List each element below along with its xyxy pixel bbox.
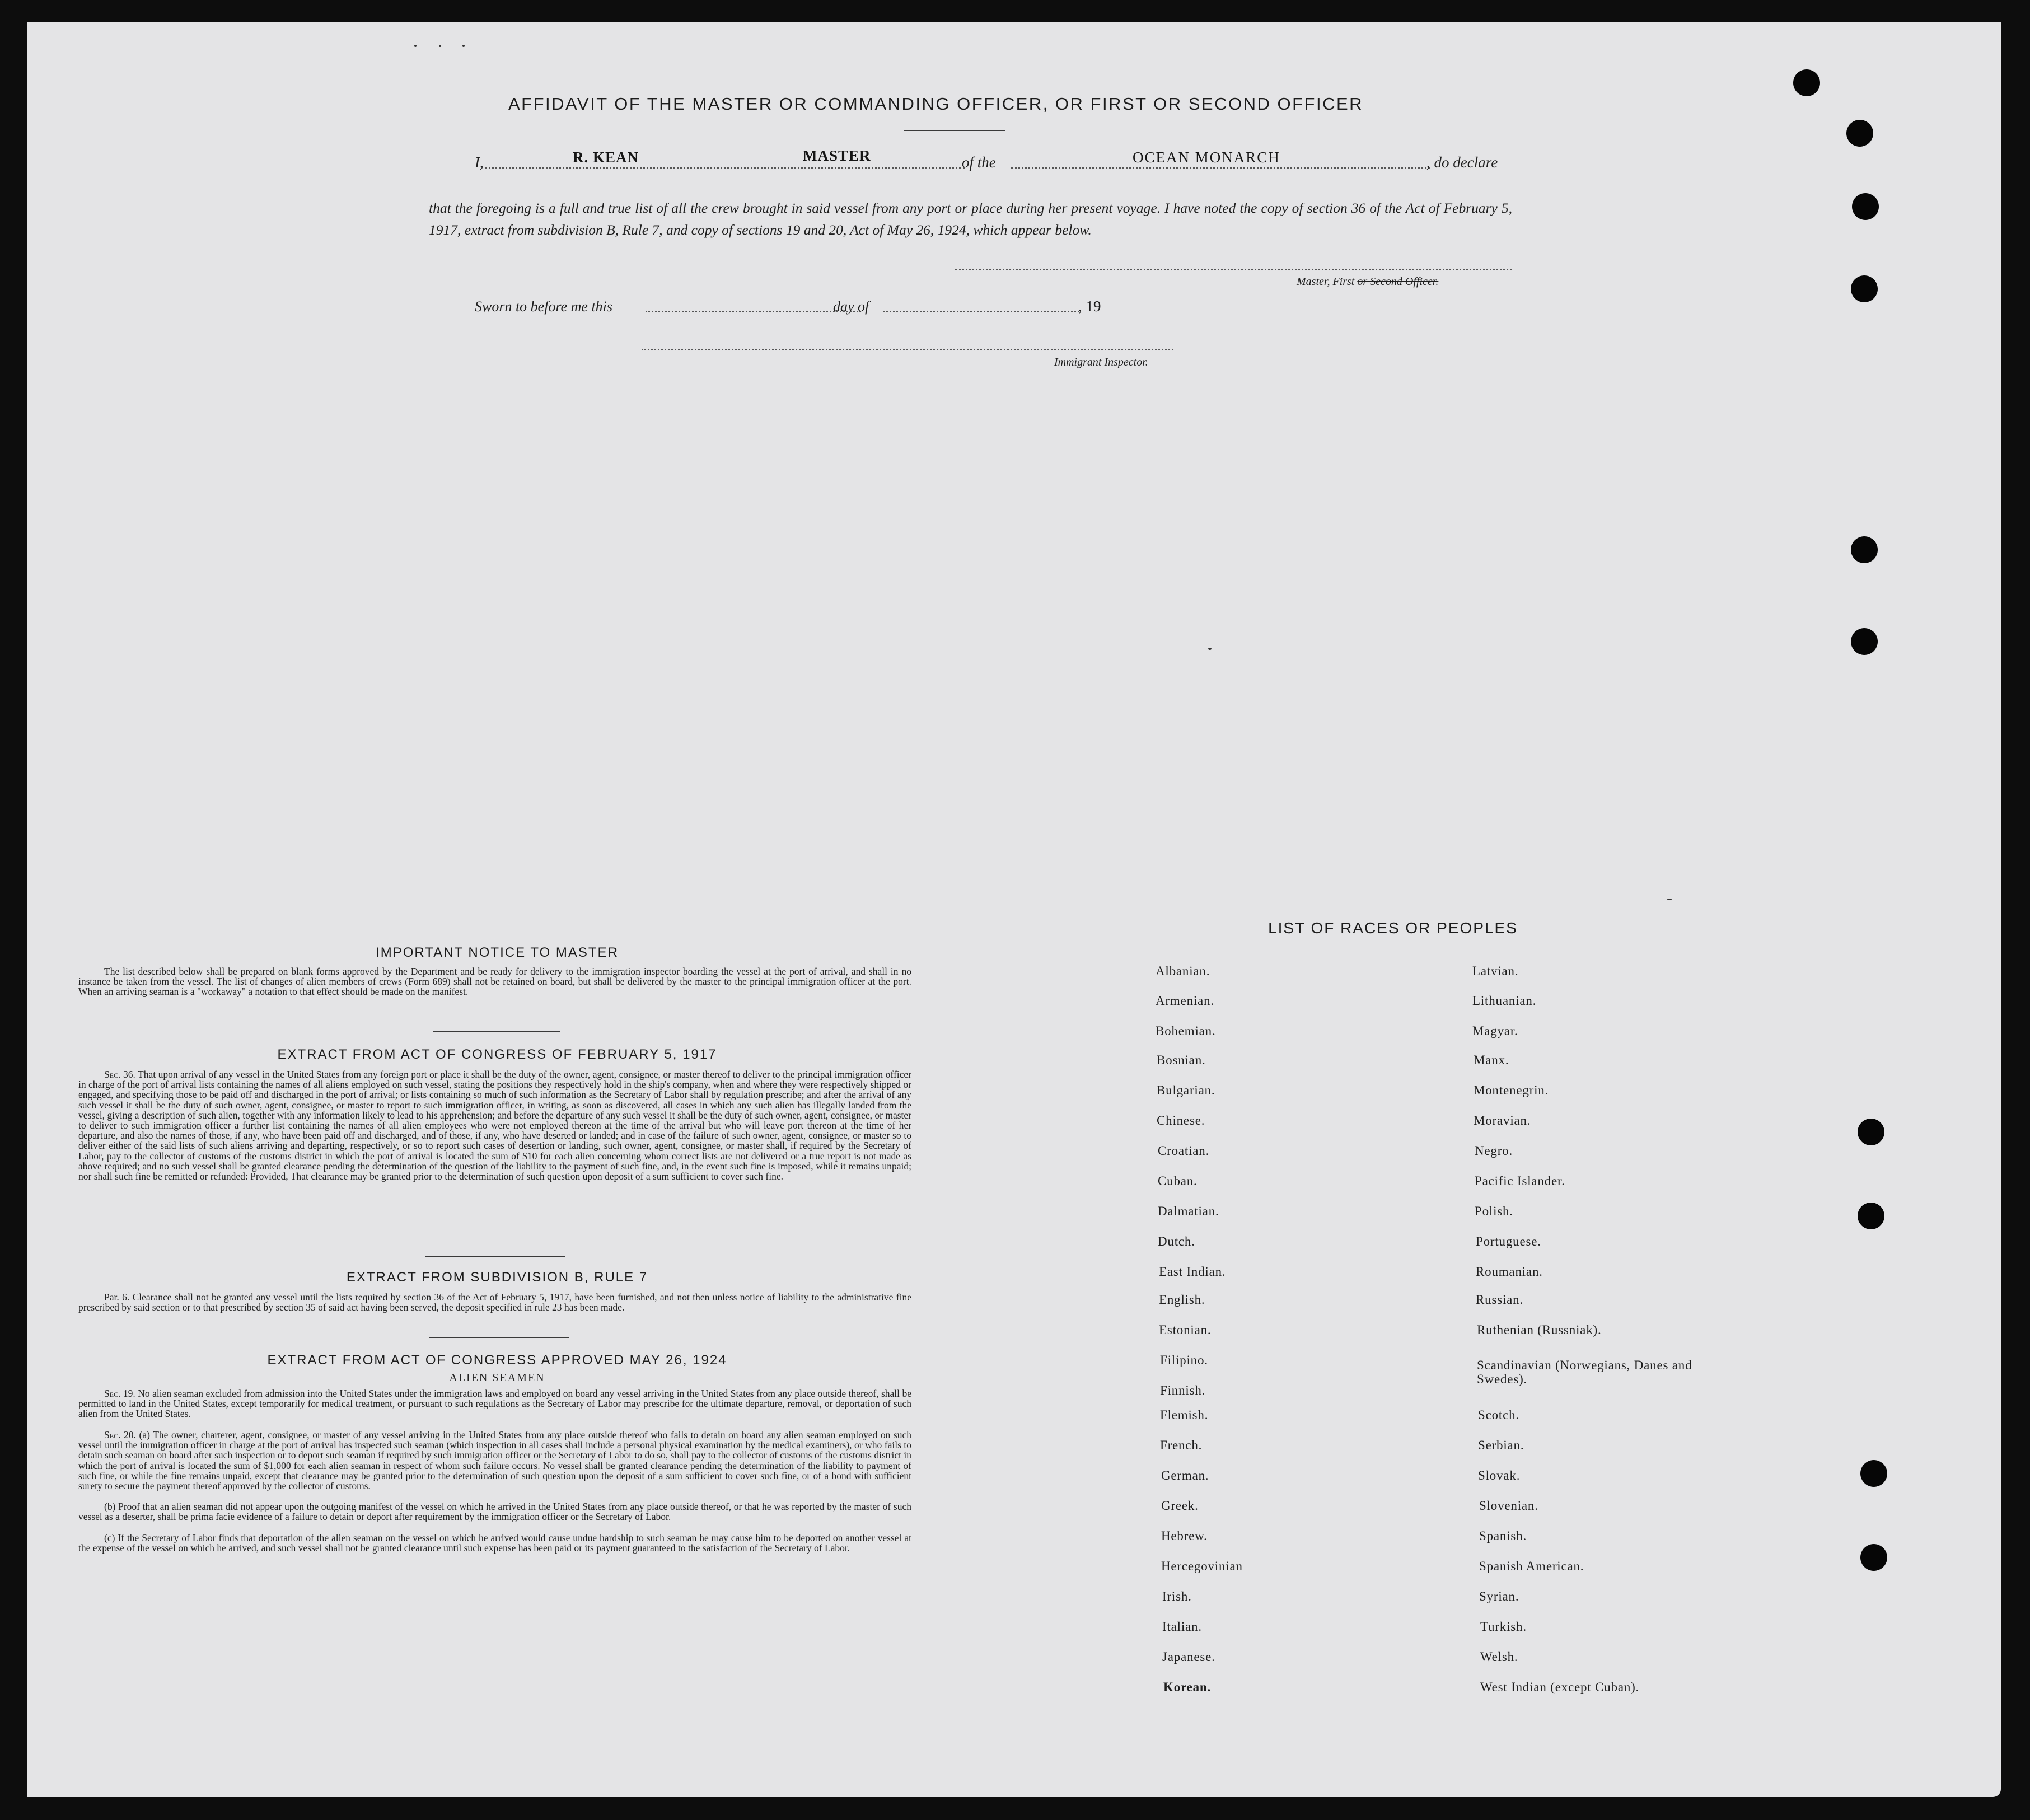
race-right: Pacific Islander.: [1475, 1174, 1565, 1188]
year-prefix: , 19: [1078, 298, 1101, 315]
name-line: [485, 167, 965, 169]
punch-hole: [1846, 120, 1873, 147]
sworn-label: Sworn to before me this: [475, 298, 613, 315]
race-right: Negro.: [1475, 1144, 1513, 1158]
race-left: English.: [1159, 1293, 1205, 1307]
section-19-text: [78, 1388, 911, 1419]
race-right: Magyar.: [1472, 1024, 1518, 1038]
section-20c-text: (c) If the Secretary of Labor finds that deportation of the alien seaman on the vessel on which he arrived would cause undue hardship to such seaman he may cause him to be deported on another vessel at the expense of the vessel on which he arrived, and such vessel shall not be granted clearance until such expense has been paid or its payment guaranteed to the satisfaction of the Secretary of Labor.: [78, 1532, 911, 1554]
day-of-label: day of: [833, 298, 869, 315]
speck: [414, 45, 417, 47]
of-the-label: of the: [962, 154, 996, 171]
race-left: German.: [1161, 1468, 1209, 1482]
race-right: Welsh.: [1480, 1650, 1518, 1664]
notice-text: The list described below shall be prepared on blank forms approved by the Department and be ready for delivery to the immigration inspector boarding the vessel at the port of arrival, and shall in no instance be taken from the vessel. The list of changes of alien members of crews (Form 689) shall not be retained on board, but shall be delivered by the master to the principal immigration officer at the port. When an arriving seaman is a "workaway" a notation to that effect should be made on the manifest.: [78, 966, 911, 998]
extract-1917-heading: EXTRACT FROM ACT OF CONGRESS OF FEBRUARY 5, 1917: [277, 1047, 717, 1062]
affidavit-title: AFFIDAVIT OF THE MASTER OR COMMANDING OFFICER, OR FIRST OR SECOND OFFICER: [508, 94, 1364, 114]
section-19-body: No alien seaman excluded from admission into the United States under the immigration laws and employed on board any vessel arriving in the United States from any place outside thereof, shall be permitted to land in the United States, except temporarily for medical treatment, or pursuant to such regulations as the Secretary of Labor may prescribe for the ultimate departure, removal, or deportation of such alien from the United States.: [78, 1388, 912, 1420]
race-left: Chinese.: [1157, 1113, 1205, 1127]
race-right: Slovenian.: [1479, 1499, 1538, 1513]
race-left: Armenian.: [1156, 994, 1214, 1008]
extract-1917-text: [78, 1069, 911, 1181]
extract-1924-subheading: ALIEN SEAMEN: [449, 1372, 545, 1384]
race-right: Lithuanian.: [1472, 994, 1537, 1008]
punch-hole: [1858, 1203, 1884, 1229]
race-right: Turkish.: [1480, 1620, 1527, 1634]
notice-heading: IMPORTANT NOTICE TO MASTER: [376, 945, 619, 960]
race-left: Filipino.: [1160, 1353, 1208, 1367]
race-right: Ruthenian (Russniak).: [1477, 1323, 1602, 1337]
races-title: LIST OF RACES OR PEOPLES: [1268, 919, 1518, 937]
race-right: Slovak.: [1478, 1468, 1521, 1482]
section-20a-body: (a) The owner, charterer, agent, consignee, or master of any vessel arriving in the United States from any place outside thereof who fails to detain on board any alien seaman employed on such vessel until the immigration officer in charge at the port of arrival has inspected such seaman (which inspection in all cases shall include a personal physical examination by the medical examiners), or who fails to detain such seaman on board after such inspection or to deport such seaman if required by such immigration officer or the Secretary of Labor to do so, shall pay to the collector of customs of the customs district in which the port of arrival is located the sum of $1,000 for each alien seaman in respect of whom such failure occurs. No vessel shall be granted clearance pending the determination of the liability to payment of such fine, or while the fine remains unpaid, except that clearance may be granted prior to the determination of such question upon the deposit of a sum sufficient to cover such fine, or of a bond with sufficient surety to secure the payment thereof approved by the collector of customs.: [78, 1429, 912, 1492]
race-left: French.: [1160, 1438, 1203, 1452]
do-declare-label: , do declare: [1426, 154, 1498, 171]
signature-caption-struck: or Second Officer.: [1357, 275, 1439, 288]
race-right: Russian.: [1476, 1293, 1523, 1307]
race-left: Croatian.: [1158, 1144, 1210, 1158]
signature-line: [955, 269, 1512, 270]
punch-hole: [1851, 628, 1878, 655]
section-lead: Sec. 19.: [104, 1388, 135, 1399]
race-left: Dutch.: [1158, 1234, 1195, 1248]
section-divider: [425, 1256, 565, 1257]
punch-hole: [1851, 536, 1878, 563]
race-right: Manx.: [1474, 1053, 1509, 1067]
race-right: Scandinavian (Norwegians, Danes and Swedes).: [1477, 1358, 1692, 1386]
signature-caption: [1297, 275, 1438, 288]
speck: [462, 45, 465, 47]
sworn-day-line: [646, 311, 861, 312]
race-left: Greek.: [1161, 1499, 1199, 1513]
race-left: Korean.: [1163, 1680, 1212, 1694]
section-36-text: That upon arrival of any vessel in the United States from any foreign port or place it shall be the duty of the owner, agent, consignee, or master thereof to deliver to the principal immigration officer in charge of the port of arrival lists containing the names of all aliens employed on such vessel, stating the positions they respectively hold in the ship's company, when and where they were respectively shipped or engaged, and specifying those to be paid off and discharged in the port of arrival; or lists containing so much of such information as the Secretary of Labor shall by regulation prescribe; and after the arrival of any such vessel it shall be the duty of such owner, agent, consignee, or master to report to such immigration officer, in writing, as soon as discovered, all cases in which any such alien has illegally landed from the vessel, giving a description of such alien, together with any information likely to lead to his apprehension; and before the departure of any such vessel it shall be the duty of such owner, agent, consignee, or master to deliver to such immigration officer a further list containing the names of all alien employees who were not employed thereon at the time of the arrival but who will leave port thereon at the time of her departure, and also the names of those, if any, who have been paid off and discharged, and of those, if any, who have deserted or landed; and in case of the failure of such owner, agent, consignee, or master so to deliver either of the said lists of such aliens arriving and departing, respectively, or so to report such cases of desertion or landing, such owner, agent, consignee, or master shall, if required by the Secretary of Labor, pay to the collector of customs of the customs district in which the port of arrival is located the sum of $10 for each alien concerning whom correct lists are not delivered or a true report is not made as above required; and no such vessel shall be granted clearance pending the determination of the question of the liability to the payment of such fine, and, in the event such fine is imposed, while it remains unpaid; nor shall such fine be remitted or refunded: Provided, That clearance may be granted prior to the determination of such question upon deposit of a sum sufficient to cover such fine.: [78, 1069, 911, 1182]
document-page: [27, 22, 2001, 1797]
inspector-caption: Immigrant Inspector.: [1054, 356, 1148, 368]
inspector-line: [642, 349, 1173, 350]
race-left: Bohemian.: [1156, 1024, 1216, 1038]
speck: [439, 45, 441, 47]
race-right: Montenegrin.: [1474, 1083, 1549, 1097]
extract-1924-heading: EXTRACT FROM ACT OF CONGRESS APPROVED MAY 26, 1924: [267, 1353, 727, 1368]
punch-hole: [1860, 1544, 1887, 1571]
punch-hole: [1852, 193, 1879, 220]
speck: [1667, 899, 1672, 900]
section-lead: Sec. 36.: [104, 1069, 135, 1080]
title-divider: [904, 130, 1005, 131]
rule7-text: Par. 6. Clearance shall not be granted any vessel until the lists required by section 36 of the Act of February 5, 1917, have been furnished, and not then unless notice of liability to the administrative fine prescribed by said section or to that prescribed by section 35 of said act having been served, the deposit specified in rule 23 has been made.: [78, 1292, 911, 1313]
race-right: West Indian (except Cuban).: [1480, 1680, 1640, 1694]
section-divider: [429, 1337, 569, 1338]
race-left: Flemish.: [1160, 1408, 1209, 1422]
vessel-line: [1011, 167, 1430, 169]
rule7-heading: EXTRACT FROM SUBDIVISION B, RULE 7: [346, 1270, 648, 1285]
punch-hole: [1860, 1460, 1887, 1487]
race-left: Cuban.: [1158, 1174, 1198, 1188]
race-right: Polish.: [1475, 1204, 1513, 1218]
race-right: Serbian.: [1478, 1438, 1524, 1452]
affidavit-body: that the foregoing is a full and true list of all the crew brought in said vessel from any port or place during her present voyage. I have noted the copy of section 36 of the Act of February 5, 1917, extract from subdivision B, Rule 7, and copy of sections 19 and 20, Act of May 26, 1924, which appear below.: [429, 200, 1512, 238]
punch-hole: [1858, 1119, 1884, 1145]
race-right: Moravian.: [1474, 1113, 1531, 1127]
race-right: Syrian.: [1479, 1589, 1519, 1603]
race-right: Spanish American.: [1479, 1559, 1584, 1573]
punch-hole: [1851, 275, 1878, 302]
race-right: Roumanian.: [1476, 1265, 1543, 1279]
punch-hole: [1793, 69, 1820, 96]
race-left: Bulgarian.: [1157, 1083, 1215, 1097]
declarant-prefix: I,: [475, 154, 484, 171]
vessel-name: OCEAN MONARCH: [1133, 149, 1280, 166]
race-left: Finnish.: [1160, 1383, 1206, 1397]
race-right: Latvian.: [1472, 964, 1519, 978]
race-left: Dalmatian.: [1158, 1204, 1219, 1218]
section-lead: Sec. 20.: [104, 1429, 136, 1440]
race-left: Albanian.: [1156, 964, 1210, 978]
race-left: Hercegovinian: [1161, 1559, 1243, 1573]
section-20b-text: (b) Proof that an alien seaman did not appear upon the outgoing manifest of the vessel on which he arrived in the United States from any place outside thereof, or that he was reported by the master of such vessel as a deserter, shall be prima facie evidence of a failure to detain or deport after requirement by the immigration officer or the Secretary of Labor.: [78, 1501, 911, 1523]
race-left: Bosnian.: [1157, 1053, 1206, 1067]
officer-rank: MASTER: [803, 147, 871, 164]
race-left: East Indian.: [1159, 1265, 1226, 1279]
sworn-month-line: [883, 311, 1079, 312]
race-left: Italian.: [1162, 1620, 1202, 1634]
section-20a-text: [78, 1430, 911, 1491]
race-left: Hebrew.: [1161, 1529, 1208, 1543]
race-left: Irish.: [1162, 1589, 1192, 1603]
master-name: R. KEAN: [573, 149, 639, 166]
race-right: Scotch.: [1478, 1408, 1519, 1422]
race-right: Portuguese.: [1476, 1234, 1541, 1248]
race-left: Japanese.: [1162, 1650, 1215, 1664]
signature-caption-prefix: Master, First: [1297, 275, 1358, 288]
section-divider: [433, 1031, 560, 1032]
race-left: Estonian.: [1159, 1323, 1212, 1337]
race-right: Spanish.: [1479, 1529, 1527, 1543]
speck: [1208, 648, 1212, 650]
